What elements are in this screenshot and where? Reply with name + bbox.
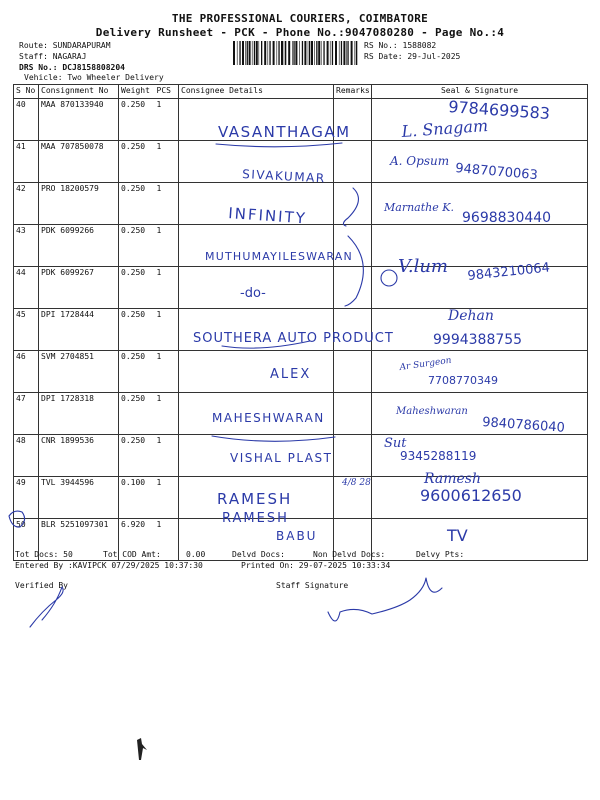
row-pcs: 1 [155, 477, 179, 519]
signature-handwriting: Sut [384, 436, 407, 451]
vehicle-label: Vehicle: Two Wheeler Delivery [24, 73, 164, 82]
table-header-row [14, 85, 588, 99]
printed-on: Printed On: 29-07-2025 10:33:34 [241, 561, 391, 570]
table-row [14, 393, 588, 435]
remark-handwriting: 4/8 28 [342, 478, 371, 488]
signature-handwriting: L. Snagam [400, 115, 489, 141]
row-seal [372, 141, 588, 183]
total-docs: Tot Docs: 50 [15, 550, 73, 559]
row-sno: 46 [14, 351, 39, 393]
row-sno: 45 [14, 309, 39, 351]
header-sno: S No [14, 85, 39, 99]
row-pcs: 1 [155, 183, 179, 225]
signature-handwriting: Dehan [448, 308, 494, 324]
table-row [14, 351, 588, 393]
delivery-table [13, 84, 588, 561]
table-row [14, 477, 588, 519]
table-row [14, 225, 588, 267]
barcode [233, 41, 358, 65]
row-weight: 0.250 [119, 183, 155, 225]
runsheet-subtitle: Delivery Runsheet - PCK - Phone No.:9047080280 - Page No.:4 [95, 26, 505, 39]
row-pcs: 1 [155, 99, 179, 141]
row-remarks [334, 141, 372, 183]
row-pcs: 1 [155, 309, 179, 351]
consignee-handwriting: MAHESHWARAN [212, 411, 325, 425]
row-pcs: 1 [155, 225, 179, 267]
row-seal [372, 477, 588, 519]
row-pcs: 1 [155, 435, 179, 477]
signature-handwriting: Ramesh [424, 471, 481, 487]
consignee-handwriting: SOUTHERA AUTO PRODUCT [193, 331, 394, 346]
consignee-handwriting: INFINITY [227, 204, 308, 228]
signature-handwriting: Maheshwaran [396, 406, 468, 417]
row-weight: 0.250 [119, 435, 155, 477]
signature-handwriting: Marnathe K. [384, 201, 454, 214]
consignee-handwriting: BABU [276, 529, 318, 543]
row-consignment: DPI 1728444 [39, 309, 119, 351]
row-sno: 41 [14, 141, 39, 183]
pen-mark [137, 738, 147, 760]
row-consignment: PRO 18200579 [39, 183, 119, 225]
rs-number: RS No.: 1588082 [364, 41, 437, 50]
row-seal [372, 309, 588, 351]
consignee-handwriting: VASANTHAGAM [218, 123, 351, 141]
row-sno: 47 [14, 393, 39, 435]
row-weight: 0.250 [119, 99, 155, 141]
phone-handwriting: 9487070063 [454, 161, 539, 184]
total-cod-label: Tot COD Amt: [103, 550, 161, 559]
table-row [14, 183, 588, 225]
route-label: Route: SUNDARAPURAM [19, 41, 111, 50]
header-weight: Weight [119, 85, 155, 99]
row-seal [372, 267, 588, 309]
consignee-handwriting: RAMESH [222, 511, 289, 526]
row-sno: 43 [14, 225, 39, 267]
row-remarks [334, 351, 372, 393]
row-consignment: BLR 5251097301 [39, 519, 119, 561]
table-row [14, 99, 588, 141]
phone-handwriting: 7708770349 [428, 374, 498, 387]
header-remarks: Remarks [334, 85, 372, 99]
row-remarks [334, 393, 372, 435]
row-weight: 0.250 [119, 309, 155, 351]
table-row [14, 435, 588, 477]
phone-handwriting: 9345288119 [400, 449, 477, 463]
row-sno: 40 [14, 99, 39, 141]
row-remarks [334, 309, 372, 351]
header-consignment: Consignment No [39, 85, 119, 99]
total-cod-value: 0.00 [186, 550, 206, 559]
row-consignee [179, 267, 334, 309]
row-pcs: 1 [155, 351, 179, 393]
delivery-points: Delvy Pts: [416, 550, 465, 559]
phone-handwriting: 9784699583 [447, 97, 551, 124]
row-weight: 0.100 [119, 477, 155, 519]
table-row [14, 141, 588, 183]
table-row [14, 267, 588, 309]
row-seal [372, 435, 588, 477]
company-title: THE PROFESSIONAL COURIERS, COIMBATORE [171, 12, 429, 25]
header-consignee: Consignee Details [179, 85, 334, 99]
table-row [14, 519, 588, 561]
row-remarks [334, 435, 372, 477]
row-consignee [179, 309, 334, 351]
consignee-handwriting: RAMESH [217, 490, 293, 508]
row-consignee [179, 141, 334, 186]
header-pcs: PCS [155, 85, 179, 99]
non-delivered-docs: Non Delvd Docs: [313, 550, 386, 559]
phone-handwriting: 9698830440 [462, 210, 552, 226]
header-seal: Seal & Signature [372, 85, 588, 99]
row-weight: 0.250 [119, 225, 155, 267]
row-consignment: PDK 6099267 [39, 267, 119, 309]
row-sno: 44 [14, 267, 39, 309]
row-consignee [179, 435, 334, 477]
staff-signature-label: Staff Signature [276, 581, 349, 590]
row-consignment: MAA 707850078 [39, 141, 119, 183]
row-seal [372, 99, 588, 141]
row-sno: 48 [14, 435, 39, 477]
consignee-handwriting: MUTHUMAYILESWARAN [205, 250, 353, 263]
row-remarks [334, 225, 372, 267]
table-row [14, 309, 588, 351]
consignee-handwriting: -do- [240, 286, 266, 301]
row-sno: 49 [14, 477, 39, 519]
rs-date: RS Date: 29-Jul-2025 [364, 52, 461, 61]
verified-by-label: Verified By [15, 581, 68, 590]
consignee-handwriting: SIVAKUMAR [241, 167, 327, 186]
row-remarks [334, 99, 372, 141]
row-consignment: MAA 870133940 [39, 99, 119, 141]
row-remarks [334, 477, 372, 519]
row-consignment: PDK 6099266 [39, 225, 119, 267]
consignee-handwriting: VISHAL PLAST [230, 451, 333, 465]
row-weight: 0.250 [119, 141, 155, 183]
row-consignment: DPI 1728318 [39, 393, 119, 435]
row-sno: 50 [14, 519, 39, 561]
row-seal [372, 351, 588, 393]
row-seal [372, 519, 588, 561]
row-consignment: TVL 3944596 [39, 477, 119, 519]
row-seal [372, 393, 588, 435]
row-consignee [179, 183, 334, 228]
signature-handwriting: Ar Surgeon [399, 355, 453, 373]
staff-label: Staff: NAGARAJ [19, 52, 87, 61]
row-weight: 0.250 [119, 393, 155, 435]
row-pcs: 1 [155, 393, 179, 435]
row-consignee [179, 225, 334, 267]
row-sno: 42 [14, 183, 39, 225]
row-consignment: SVM 2704851 [39, 351, 119, 393]
row-consignment: CNR 1899536 [39, 435, 119, 477]
phone-handwriting: 9994388755 [433, 332, 523, 348]
phone-handwriting: 9843210064 [466, 260, 551, 284]
phone-handwriting: 9600612650 [420, 486, 522, 505]
row-weight: 6.920 [119, 519, 155, 561]
consignee-handwriting: ALEX [270, 367, 312, 382]
row-seal [372, 225, 588, 267]
delivered-docs: Delvd Docs: [232, 550, 285, 559]
row-consignee [179, 393, 334, 435]
row-pcs: 1 [155, 141, 179, 183]
row-weight: 0.250 [119, 267, 155, 309]
row-pcs: 1 [155, 267, 179, 309]
row-remarks [334, 183, 372, 225]
row-consignee [179, 351, 334, 393]
row-weight: 0.250 [119, 351, 155, 393]
row-pcs: 1 [155, 519, 179, 561]
row-seal [372, 183, 588, 225]
row-remarks [334, 267, 372, 309]
drs-number: DRS No.: DCJ8158808204 [19, 63, 125, 72]
row-consignee [179, 477, 334, 519]
signature-handwriting: TV [447, 526, 468, 545]
row-consignee [179, 99, 334, 141]
phone-handwriting: 9840786040 [481, 415, 566, 436]
signature-handwriting: V.lum [398, 256, 448, 277]
signature-handwriting: A. Opsum [390, 154, 450, 168]
entered-by: Entered By :KAVIPCK 07/29/2025 10:37:30 [15, 561, 203, 570]
